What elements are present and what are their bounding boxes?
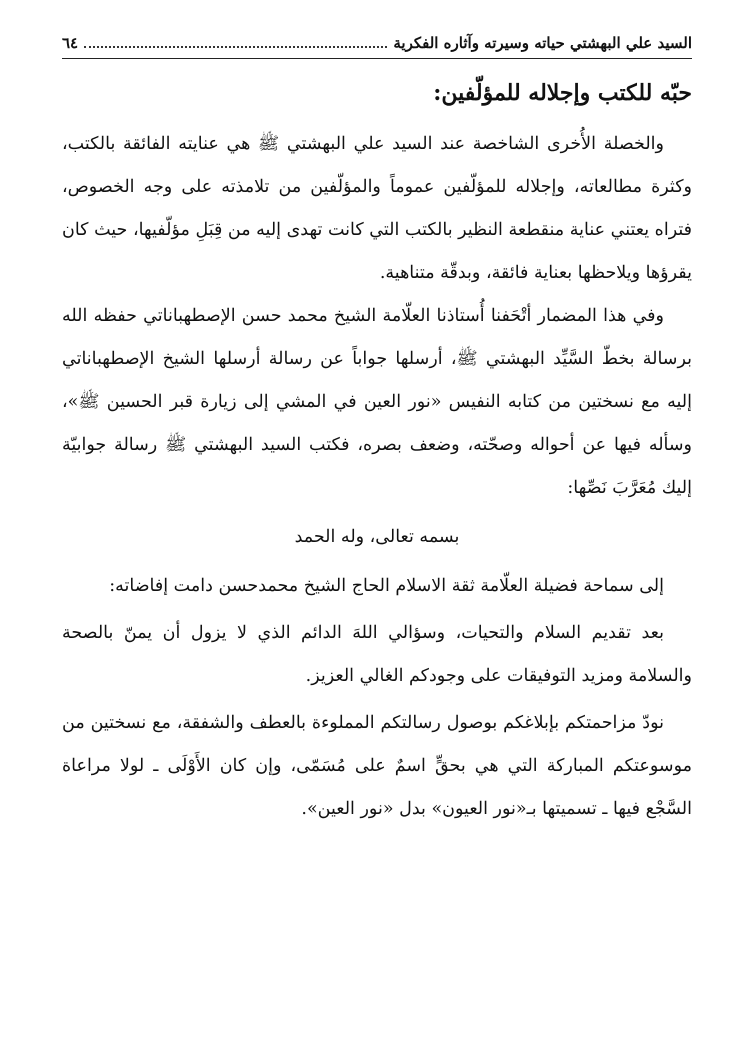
- header-title: السيد علي البهشتي حياته وسيرته وآثاره الفكرية: [393, 34, 692, 52]
- letter-paragraph: إلى سماحة فضيلة العلّامة ثقة الاسلام الحاج الشيخ محمدحسن دامت إفاضاته:: [109, 576, 664, 597]
- page-content: [62, 76, 692, 831]
- header-rule: [62, 58, 692, 59]
- paragraph: وفي هذا المضمار أتْحَفنا أُستاذنا العلّامة الشيخ محمد حسن الإصطهباناتي حفظه الله برسالة بخطّ السَّيِّد البهشتي ﷺ، أرسلها جواباً عن رسالة أرسلها الشيخ الإصطهباناتي إليه مع نسختين من كتابه النفيس «نور العين في المشي إلى زيارة قبر الحسين ﷺ»، وسأله فيها عن أحواله وصحّته، وضعف بصره، فكتب السيد البهشتي ﷺ رسالة جوابيّة إليك مُعَرَّبَ نَصِّها:: [62, 306, 692, 499]
- letter-paragraph: بعد تقديم السلام والتحيات، وسؤالي اللهَ الدائم الذي لا يزول أن يمنّ بالصحة والسلامة ومزيد التوفيقات على وجودكم الغالي العزيز.: [62, 623, 692, 687]
- letter-paragraph: نودّ مزاحمتكم بإبلاغكم بوصول رسالتكم المملوءة بالعطف والشفقة، مع نسختين من موسوعتكم المباركة التي هي بحقٍّ اسمٌ على مُسَمّى، وإن كان الأَوْلَى ـ لولا مراعاة السَّجْع فيها ـ تسميتها بـ«نور العيون» بدل «نور العين».: [62, 713, 692, 820]
- paragraph: والخصلة الأُخرى الشاخصة عند السيد علي البهشتي ﷺ هي عنايته الفائقة بالكتب، وكثرة مطالعاته، وإجلاله للمؤلّفين عموماً والمؤلّفين من تلامذته على وجه الخصوص، فتراه يعتني عناية منقطعة النظير بالكتب التي كانت تهدى إليه من قِبَلِ مؤلّفيها، حيث كان يقرؤها ويلاحظها بعناية فائقة، وبدقّة متناهية.: [62, 134, 692, 284]
- page-number: ٦٤: [62, 34, 79, 52]
- letter-opening: بسمه تعالى، وله الحمد: [294, 527, 460, 548]
- header-dot-leader: [84, 46, 387, 48]
- running-header: [62, 34, 692, 52]
- section-heading: حبّه للكتب وإجلاله للمؤلّفين:: [433, 80, 692, 106]
